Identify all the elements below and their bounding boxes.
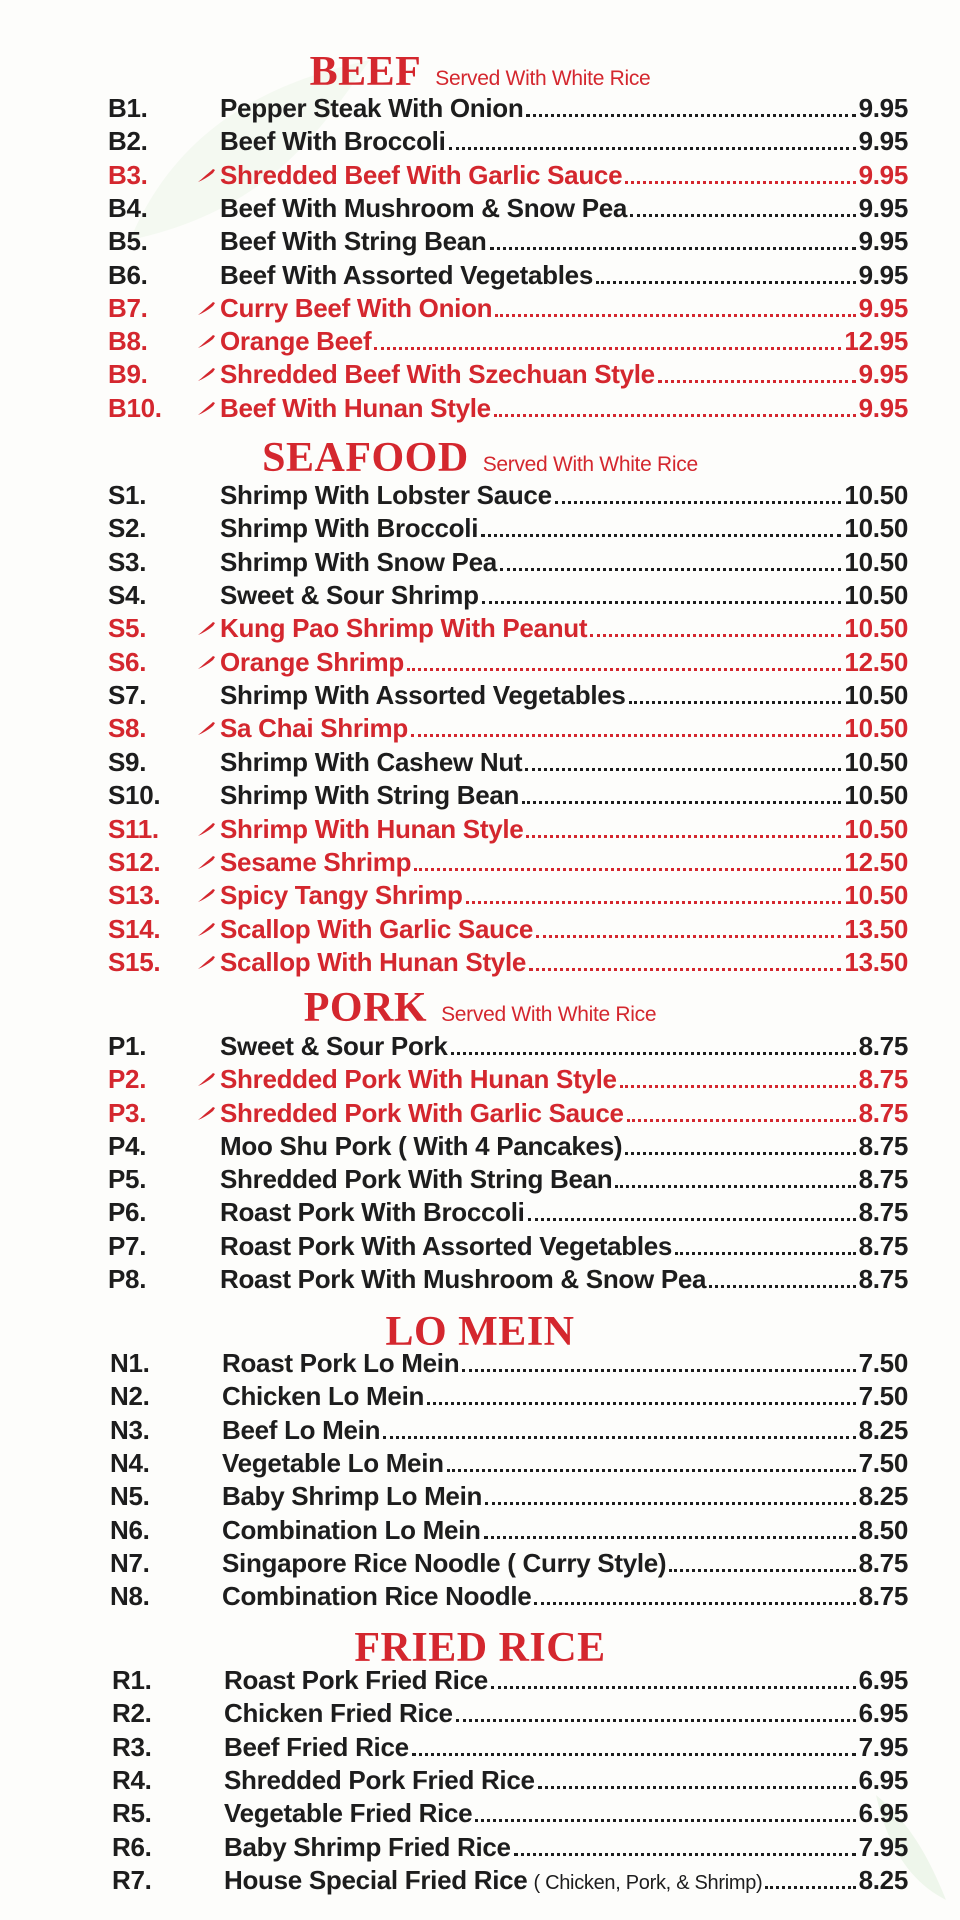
item-name: Beef With Hunan Style (220, 392, 491, 423)
item-price: 8.75 (858, 1031, 908, 1061)
item-price: 10.50 (844, 813, 908, 844)
dot-leader (538, 1786, 856, 1789)
item-price: 9.95 (858, 292, 908, 323)
item-name: Kung Pao Shrimp With Peanut (220, 613, 588, 644)
item-code: R7. (112, 1864, 152, 1895)
section-title: BEEF (309, 49, 422, 95)
item-code: S11. (108, 813, 159, 844)
dot-leader (528, 1218, 856, 1221)
item-name: Sa Chai Shrimp (220, 713, 408, 744)
item-price: 7.50 (858, 1447, 908, 1478)
dot-leader (525, 768, 841, 771)
item-name: Shrimp With Assorted Vegetables (220, 680, 626, 711)
dot-leader (494, 414, 856, 417)
item-name: Vegetable Lo Mein (222, 1447, 444, 1478)
item-name: Shrimp With Snow Pea (220, 546, 497, 577)
dot-leader (630, 214, 855, 217)
dot-leader (411, 734, 841, 737)
item-code: S9. (108, 746, 147, 777)
item-price: 8.75 (858, 1164, 908, 1194)
menu-item-row (108, 546, 908, 578)
item-price: 12.50 (844, 846, 908, 877)
menu-item-row (112, 1864, 908, 1896)
item-name: Combination Rice Noodle (222, 1581, 532, 1612)
menu-item-row (108, 1030, 908, 1062)
item-price: 10.50 (844, 880, 908, 911)
dot-leader (615, 1185, 855, 1188)
item-code: B3. (108, 159, 148, 190)
dot-leader (675, 1252, 856, 1255)
item-code: P8. (108, 1263, 147, 1294)
item-name: Baby Shrimp Lo Mein (222, 1481, 483, 1512)
item-code: N2. (110, 1381, 150, 1412)
item-code: B10. (108, 392, 162, 423)
item-price: 6.95 (858, 1665, 908, 1695)
item-name: Spicy Tangy Shrimp (220, 880, 463, 911)
item-price: 8.75 (858, 1197, 908, 1228)
item-code: S6. (108, 646, 147, 677)
item-name: Orange Beef (220, 326, 372, 357)
hot-pepper-icon (196, 1071, 220, 1087)
hot-pepper-icon (196, 300, 220, 316)
item-name: Shrimp With Cashew Nut (220, 746, 523, 777)
item-price: 10.50 (844, 546, 908, 577)
menu-item-row (108, 325, 908, 357)
item-price: 8.75 (858, 1263, 908, 1294)
item-price: 9.95 (858, 226, 908, 257)
item-name: Curry Beef With Onion (220, 292, 493, 323)
item-name: Shrimp With Broccoli (220, 513, 479, 544)
menu-item-row (108, 125, 908, 157)
dot-leader (490, 247, 856, 250)
item-code: S1. (108, 480, 147, 510)
dot-leader (462, 1369, 855, 1372)
menu-item-row (108, 1196, 908, 1228)
menu-item-row (110, 1347, 908, 1379)
hot-pepper-icon (196, 1105, 220, 1121)
item-code: N5. (110, 1481, 150, 1512)
item-code: P2. (108, 1064, 147, 1095)
dot-leader (447, 1469, 856, 1472)
item-name: Pepper Steak With Onion (220, 93, 524, 123)
item-name: Beef With String Bean (220, 226, 487, 257)
hot-pepper-icon (196, 821, 220, 837)
menu-item-row (108, 159, 908, 191)
item-code: P3. (108, 1097, 147, 1128)
item-price: 10.50 (844, 780, 908, 811)
item-code: P4. (108, 1130, 147, 1161)
menu-item-row (108, 846, 908, 878)
item-code: P5. (108, 1164, 147, 1194)
menu-item-row (108, 292, 908, 324)
item-code: N4. (110, 1447, 150, 1478)
menu-item-row (108, 192, 908, 224)
item-name: Shredded Pork With Garlic Sauce (220, 1097, 624, 1128)
menu-item-row (112, 1764, 908, 1796)
item-price: 9.95 (858, 159, 908, 190)
item-code: N7. (110, 1547, 150, 1578)
dot-leader (407, 668, 842, 671)
menu-item-row (108, 1230, 908, 1262)
hot-pepper-icon (196, 366, 220, 382)
item-price: 10.50 (844, 580, 908, 611)
menu-item-row (108, 746, 908, 778)
item-code: B8. (108, 326, 148, 357)
menu-item-row (112, 1797, 908, 1829)
item-name: Scallop With Garlic Sauce (220, 913, 534, 944)
hot-pepper-icon (196, 854, 220, 870)
item-price: 6.95 (858, 1698, 908, 1729)
item-name: Sesame Shrimp (220, 846, 412, 877)
section-title: FRIED RICE (354, 1625, 606, 1671)
item-code: S7. (108, 680, 147, 711)
item-price: 8.50 (858, 1514, 908, 1545)
dot-leader (596, 281, 856, 284)
item-price: 6.95 (858, 1798, 908, 1829)
item-price: 8.75 (858, 1230, 908, 1261)
item-name: Shrimp With String Bean (220, 780, 520, 811)
dot-leader (482, 601, 842, 604)
hot-pepper-icon (196, 720, 220, 736)
menu-item-row (112, 1664, 908, 1696)
item-code: S13. (108, 880, 161, 911)
menu-item-row (112, 1731, 908, 1763)
hot-pepper-icon (196, 167, 220, 183)
item-code: R3. (112, 1731, 152, 1762)
item-code: B6. (108, 259, 148, 290)
item-price: 10.50 (844, 480, 908, 510)
dot-leader (709, 1285, 855, 1288)
item-price: 12.95 (844, 326, 908, 357)
menu-item-row (108, 1163, 908, 1195)
item-code: R2. (112, 1698, 152, 1729)
menu-item-row (108, 1063, 908, 1095)
item-code: S3. (108, 546, 147, 577)
item-name: Combination Lo Mein (222, 1514, 481, 1545)
item-name: Scallop With Hunan Style (220, 946, 527, 977)
menu-item-row (108, 879, 908, 911)
item-code: R5. (112, 1798, 152, 1829)
item-price: 8.75 (858, 1097, 908, 1128)
menu-item-row (108, 612, 908, 644)
item-price: 7.95 (858, 1831, 908, 1862)
item-name: Orange Shrimp (220, 646, 404, 677)
dot-leader (669, 1569, 855, 1572)
hot-pepper-icon (196, 921, 220, 937)
item-price: 7.50 (858, 1348, 908, 1378)
menu-item-row (110, 1547, 908, 1579)
hot-pepper-icon (196, 400, 220, 416)
menu-item-row (110, 1447, 908, 1479)
menu-item-row (110, 1380, 908, 1412)
menu-item-row (108, 646, 908, 678)
menu-item-row (110, 1580, 908, 1612)
item-price: 13.50 (844, 913, 908, 944)
menu-item-row (110, 1414, 908, 1446)
item-name: Shrimp With Hunan Style (220, 813, 524, 844)
item-code: P6. (108, 1197, 147, 1228)
menu-item-row (108, 813, 908, 845)
dot-leader (625, 1152, 855, 1155)
menu-item-row (108, 1263, 908, 1295)
item-name: House Special Fried Rice (224, 1864, 528, 1895)
menu-item-row (108, 358, 908, 390)
menu-item-row (112, 1697, 908, 1729)
item-code: S4. (108, 580, 147, 611)
menu-item-row (108, 946, 908, 978)
dot-leader (451, 1052, 856, 1055)
section-title: PORK (303, 985, 428, 1031)
hot-pepper-icon (196, 620, 220, 636)
item-price: 10.50 (844, 613, 908, 644)
item-name: Shredded Pork With String Bean (220, 1164, 613, 1194)
dot-leader (500, 568, 842, 571)
dot-leader (536, 935, 841, 938)
item-name: Shredded Beef With Garlic Sauce (220, 159, 623, 190)
item-price: 10.50 (844, 746, 908, 777)
item-price: 8.25 (858, 1414, 908, 1445)
item-price: 9.95 (858, 259, 908, 290)
item-price: 8.75 (858, 1064, 908, 1095)
item-price: 10.50 (844, 680, 908, 711)
item-price: 8.25 (858, 1864, 908, 1895)
section-title: LO MEIN (385, 1309, 575, 1355)
hot-pepper-icon (196, 954, 220, 970)
item-code: S2. (108, 513, 147, 544)
section-subtitle: Served With White Rice (441, 1003, 657, 1026)
menu-item-row (108, 579, 908, 611)
item-name: Beef Fried Rice (224, 1731, 409, 1762)
item-name: Chicken Lo Mein (222, 1381, 425, 1412)
dot-leader (658, 380, 856, 383)
item-name: Beef Lo Mein (222, 1414, 381, 1445)
dot-leader (475, 1819, 855, 1822)
item-name: Roast Pork With Assorted Vegetables (220, 1230, 673, 1261)
item-code: B1. (108, 93, 148, 123)
menu-item-row (108, 779, 908, 811)
dot-leader (526, 835, 841, 838)
dot-leader (481, 534, 841, 537)
section-subtitle: Served With White Rice (482, 453, 698, 476)
item-name: Roast Pork Lo Mein (222, 1348, 460, 1378)
item-code: N8. (110, 1581, 150, 1612)
item-name: Beef With Broccoli (220, 126, 446, 157)
item-code: S15. (108, 946, 161, 977)
dot-leader (374, 347, 841, 350)
item-code: B2. (108, 126, 148, 157)
item-code: S8. (108, 713, 147, 744)
dot-leader (412, 1753, 856, 1756)
section-header-pork (0, 980, 960, 1036)
item-code: N6. (110, 1514, 150, 1545)
item-price: 8.25 (858, 1481, 908, 1512)
menu-item-row (108, 225, 908, 257)
item-name: Roast Pork With Broccoli (220, 1197, 525, 1228)
dot-leader (466, 901, 842, 904)
item-price: 13.50 (844, 946, 908, 977)
menu-item-row (108, 1130, 908, 1162)
item-name: Shredded Beef With Szechuan Style (220, 359, 655, 390)
item-name: Shrimp With Lobster Sauce (220, 480, 552, 510)
item-code: P1. (108, 1031, 147, 1061)
menu-item-row (108, 392, 908, 424)
item-price: 9.95 (858, 93, 908, 123)
item-code: P7. (108, 1230, 147, 1261)
item-price: 8.75 (858, 1547, 908, 1578)
item-price: 10.50 (844, 713, 908, 744)
item-code: R6. (112, 1831, 152, 1862)
menu-item-row (108, 259, 908, 291)
menu-item-row (112, 1831, 908, 1863)
item-price: 8.75 (858, 1130, 908, 1161)
item-name: Sweet & Sour Pork (220, 1031, 448, 1061)
dot-leader (627, 1119, 856, 1122)
item-note: ( Chicken, Pork, & Shrimp) (533, 1871, 763, 1894)
dot-leader (495, 314, 855, 317)
item-price: 9.95 (858, 126, 908, 157)
dot-leader (484, 1536, 856, 1539)
item-price: 6.95 (858, 1764, 908, 1795)
item-name: Vegetable Fried Rice (224, 1798, 473, 1829)
menu-item-row (108, 913, 908, 945)
dot-leader (485, 1502, 855, 1505)
item-code: R1. (112, 1665, 152, 1695)
menu-item-row (108, 512, 908, 544)
menu-item-row (108, 1097, 908, 1129)
item-code: N3. (110, 1414, 150, 1445)
hot-pepper-icon (196, 887, 220, 903)
item-name: Moo Shu Pork ( With 4 Pancakes) (220, 1130, 623, 1161)
item-code: N1. (110, 1348, 150, 1378)
item-name: Baby Shrimp Fried Rice (224, 1831, 511, 1862)
dot-leader (534, 1602, 855, 1605)
item-name: Sweet & Sour Shrimp (220, 580, 479, 611)
item-price: 10.50 (844, 513, 908, 544)
item-code: B5. (108, 226, 148, 257)
dot-leader (555, 501, 842, 504)
dot-leader (529, 968, 841, 971)
item-code: B9. (108, 359, 148, 390)
item-code: S14. (108, 913, 161, 944)
item-code: S12. (108, 846, 161, 877)
item-name: Roast Pork Fried Rice (224, 1665, 488, 1695)
dot-leader (625, 181, 855, 184)
item-name: Shredded Pork Fried Rice (224, 1764, 535, 1795)
section-title: SEAFOOD (262, 435, 469, 481)
dot-leader (526, 114, 855, 117)
menu-item-row (108, 712, 908, 744)
section-subtitle: Served With White Rice (435, 67, 651, 90)
dot-leader (765, 1886, 855, 1889)
menu-item-row (108, 479, 908, 511)
item-code: S10. (108, 780, 161, 811)
dot-leader (456, 1719, 856, 1722)
item-price: 9.95 (858, 392, 908, 423)
item-name: Shredded Pork With Hunan Style (220, 1064, 617, 1095)
dot-leader (514, 1853, 856, 1856)
dot-leader (590, 634, 841, 637)
dot-leader (491, 1686, 856, 1689)
menu-item-row (108, 92, 908, 124)
item-price: 7.50 (858, 1381, 908, 1412)
dot-leader (620, 1085, 856, 1088)
menu-item-row (108, 679, 908, 711)
item-code: R4. (112, 1764, 152, 1795)
dot-leader (427, 1402, 856, 1405)
item-price: 7.95 (858, 1731, 908, 1762)
menu-item-row (110, 1480, 908, 1512)
menu-item-row (110, 1514, 908, 1546)
item-name: Beef With Assorted Vegetables (220, 259, 593, 290)
dot-leader (449, 147, 856, 150)
item-price: 9.95 (858, 192, 908, 223)
hot-pepper-icon (196, 654, 220, 670)
dot-leader (414, 868, 841, 871)
item-code: S5. (108, 613, 147, 644)
item-name: Roast Pork With Mushroom & Snow Pea (220, 1263, 707, 1294)
dot-leader (383, 1436, 855, 1439)
dot-leader (629, 701, 842, 704)
item-price: 9.95 (858, 359, 908, 390)
item-price: 12.50 (844, 646, 908, 677)
item-price: 8.75 (858, 1581, 908, 1612)
dot-leader (522, 801, 841, 804)
item-name: Singapore Rice Noodle ( Curry Style) (222, 1547, 667, 1578)
item-code: B4. (108, 192, 148, 223)
item-name: Chicken Fried Rice (224, 1698, 453, 1729)
item-code: B7. (108, 292, 148, 323)
item-name: Beef With Mushroom & Snow Pea (220, 192, 628, 223)
hot-pepper-icon (196, 333, 220, 349)
